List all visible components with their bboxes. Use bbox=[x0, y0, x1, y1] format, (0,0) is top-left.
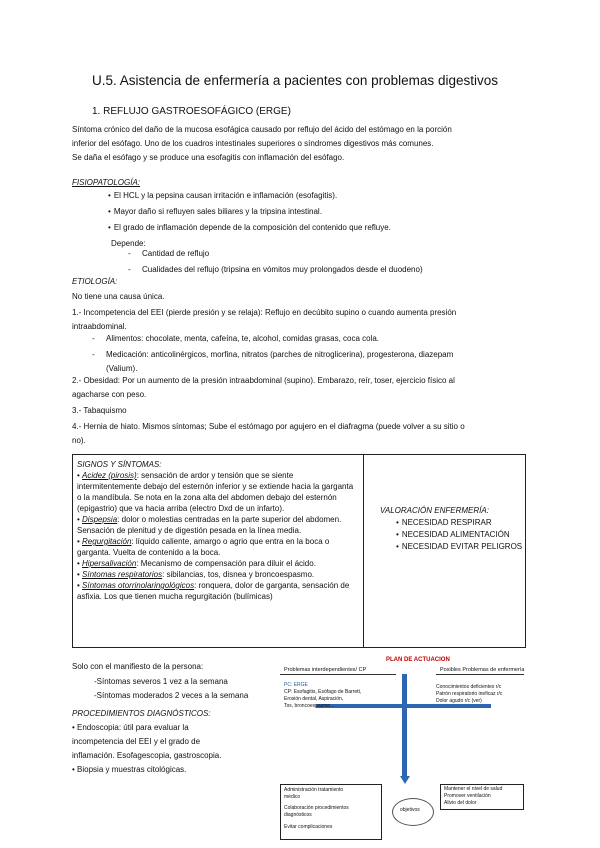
fisio-bullets bbox=[108, 190, 391, 249]
signos-term: Síntomas otorrinolaringológicos bbox=[82, 581, 195, 590]
plan-bottom-left-line: médico bbox=[284, 794, 301, 800]
etiologia-dash: - Medicación: anticolinérgicos, morfina, nitratos (parches de nitroglicerina), progesterona, diazepam bbox=[92, 349, 453, 360]
signos-term: Acidez (pirosis) bbox=[82, 471, 137, 480]
signos-item: • Síntomas respiratorios: sibilancias, tos, disnea y broncoespasmo. bbox=[77, 570, 315, 579]
diagnosticos-line: • Biopsia y muestras citológicas. bbox=[72, 765, 187, 774]
etiologia-line: 2.- Obesidad: Por un aumento de la presión intraabdominal (supino). Embarazo, reír, toser, ejercicio físico al bbox=[72, 376, 455, 385]
signos-text: : líquido caliente, amargo o agrio que entra en la boca o garganta. Vuelta de contenido a la boca. bbox=[77, 537, 330, 557]
etiologia-more bbox=[72, 375, 465, 446]
signos-item: • Regurgitación: líquido caliente, amargo o agrio que entra en la boca o garganta. Vuelta de contenido a la boca. bbox=[77, 537, 330, 557]
signos-item: • Acidez (pirosis): sensación de ardor y tensión que se siente intermitentemente debajo del esternón inferior y se extiende hacia la garganta o la mandíbula. Se nota en la zona alta del abdomen debajo del esternón (epigastrio) que va hacia arriba (electro Dxd de un infarto). bbox=[77, 471, 354, 513]
manifiesto-intro: Solo con el manifiesto de la persona: bbox=[72, 662, 204, 671]
etiologia-line: 1.- Incompetencia del EEI (pierde presión y se relaja): Reflujo en decúbito supino o cuando aumenta presión bbox=[72, 308, 457, 317]
manifiesto-item: -Síntomas severos 1 vez a la semana bbox=[94, 677, 228, 686]
plan-left-line: Tos, broncoespasmo... bbox=[284, 703, 335, 709]
etiologia-line: agacharse con peso. bbox=[72, 390, 147, 399]
manifiesto-item: -Síntomas moderados 2 veces a la semana bbox=[94, 691, 249, 700]
plan-left-header: Problemas interdependientes/ CP bbox=[284, 667, 367, 673]
etiologia-line: No tiene una causa única. bbox=[72, 292, 165, 301]
valoracion-item: • NECESIDAD ALIMENTACIÓN bbox=[396, 529, 522, 540]
fisio-heading: FISIOPATOLOGÍA: bbox=[72, 178, 141, 187]
table-divider bbox=[363, 454, 364, 648]
fisio-bullet: • Mayor daño si refluyen sales biliares y la tripsina intestinal. bbox=[108, 206, 391, 217]
signos-term: Síntomas respiratorios bbox=[82, 570, 163, 579]
plan-left-lines bbox=[284, 682, 361, 710]
etiologia-dash: - Alimentos: chocolate, menta, cafeína, te, alcohol, comidas grasas, coca cola. bbox=[92, 333, 453, 344]
arrow-down-icon bbox=[400, 776, 410, 784]
diagnosticos-heading: PROCEDIMIENTOS DIAGNÓSTICOS: bbox=[72, 709, 211, 718]
etiologia-dashes bbox=[92, 333, 453, 374]
etiologia-line: no). bbox=[72, 436, 86, 445]
signos-text: : dolor o molestias centradas en la parte superior del abdomen. Sensación de plenitud y de digestión pesada en la línea media. bbox=[77, 515, 342, 535]
diagnosticos-line: incompetencia del EEI y el grado de bbox=[72, 737, 201, 746]
section-heading: 1. REFLUJO GASTROESOFÁGICO (ERGE) bbox=[92, 106, 291, 117]
etiologia-dash-cont: (Valium). bbox=[106, 364, 138, 373]
plan-right-lines bbox=[436, 684, 502, 705]
plan-bottom-left-line: diagnósticos bbox=[284, 812, 312, 818]
intro-paragraph bbox=[72, 124, 452, 163]
signos-text: : sensación de ardor y tensión que se siente intermitentemente debajo del esternón inferior y se extiende hacia la garganta o la mandíbula. Se nota en la zona alta del abdomen debajo del esternón (epigastrio) que va hacia arriba (electro Dxd de un infarto). bbox=[77, 471, 354, 513]
plan-bottom-left-line: Evitar complicaciones bbox=[284, 824, 333, 830]
plan-right-line: Conocimientos deficientes r/c bbox=[436, 684, 502, 690]
plan-right-line: Patrón respiratorio ineficaz r/c bbox=[436, 691, 503, 697]
valoracion-item: • NECESIDAD RESPIRAR bbox=[396, 517, 522, 528]
fisio-bullet: • El grado de inflamación depende de la composición del contenido que refluye. bbox=[108, 222, 391, 233]
depende-item: - Cualidades del reflujo (tripsina en vómitos muy prolongados desde el duodeno) bbox=[128, 264, 423, 275]
plan-cross-vertical bbox=[402, 674, 407, 778]
signos-text: : ronquera, dolor de garganta, sensación de asfixia. Los que tienen mucha regurgitación (bulímicas) bbox=[77, 581, 350, 601]
plan-objetivos-label: objetivos bbox=[400, 807, 420, 813]
intro-line: Síntoma crónico del daño de la mucosa esofágica causado por reflujo del ácido del estómago en la porción bbox=[72, 125, 452, 134]
signos-heading: SIGNOS Y SÍNTOMAS: bbox=[77, 460, 162, 469]
etiologia-heading: ETIOLOGÍA: bbox=[72, 277, 118, 286]
etiologia-line: 4.- Hernia de hiato. Mismos síntomas; Sube el estómago por agujero en el diafragma (puede volver a su sitio o bbox=[72, 422, 465, 431]
plan-left-line: CP: Esofagitis, Esófago de Barrett, bbox=[284, 689, 362, 695]
signos-term: Regurgitación bbox=[82, 537, 132, 546]
diagnosticos-list bbox=[72, 722, 221, 775]
plan-left-line: Erosión dental, Aspiración, bbox=[284, 696, 344, 702]
diagnosticos-line: inflamación. Esofagescopia, gastroscopia. bbox=[72, 751, 222, 760]
page-title: U.5. Asistencia de enfermería a pacientes con problemas digestivos bbox=[92, 73, 498, 88]
depende-item: - Cantidad de reflujo bbox=[128, 248, 423, 259]
fisio-bullet: • El HCL y la pepsina causan irritación e inflamación (esofagitis). bbox=[108, 190, 391, 201]
plan-bottom-right-line: Mantener el nivel de salud bbox=[444, 786, 503, 792]
signos-item: • Hipersalivación: Mecanismo de compensación para diluir el ácido. bbox=[77, 559, 316, 568]
plan-right-header: Posibles Problemas de enfermería bbox=[440, 667, 525, 673]
intro-line: Se daña el esófago y se produce una esofagitis con inflamación del esófago. bbox=[72, 153, 345, 162]
etiologia-line: 3.- Tabaquismo bbox=[72, 406, 127, 415]
signos-item: • Síntomas otorrinolaringológicos: ronquera, dolor de garganta, sensación de asfixia. Los que tienen mucha regurgitación (bulímicas) bbox=[77, 581, 350, 601]
depende-list bbox=[128, 248, 423, 275]
plan-diagram bbox=[276, 656, 526, 846]
plan-bottom-left-line: Colaboración procedimientos bbox=[284, 805, 349, 811]
depende-label: Depende: bbox=[111, 239, 146, 248]
signos-term: Hipersalivación bbox=[82, 559, 137, 568]
plan-bottom-right-line: Promover ventilación bbox=[444, 793, 491, 799]
diagnosticos-line: • Endoscopia: útil para evaluar la bbox=[72, 723, 189, 732]
plan-bottom-left-lines bbox=[284, 787, 349, 831]
plan-left-line: PC: ERGE bbox=[284, 682, 308, 688]
signos-cell bbox=[77, 459, 359, 602]
plan-bottom-right-line: Alivio del dolor bbox=[444, 800, 477, 806]
valoracion-item: • NECESIDAD EVITAR PELIGROS bbox=[396, 541, 522, 552]
header-underline bbox=[436, 674, 524, 675]
intro-line: inferior del esófago. Uno de los cuadros intestinales superiores o síndromes digestivos más comunes. bbox=[72, 139, 434, 148]
header-underline bbox=[280, 674, 396, 675]
etiologia-lines bbox=[72, 291, 456, 332]
signos-text: : Mecanismo de compensación para diluir el ácido. bbox=[136, 559, 316, 568]
signos-text: : sibilancias, tos, disnea y broncoespasmo. bbox=[162, 570, 315, 579]
signos-term: Dispepsia bbox=[82, 515, 118, 524]
signos-item: • Dispepsia: dolor o molestias centradas en la parte superior del abdomen. Sensación de plenitud y de digestión pesada en la línea media. bbox=[77, 515, 342, 535]
plan-bottom-left-line: Administración tratamiento bbox=[284, 787, 344, 793]
plan-bottom-right-lines bbox=[444, 786, 502, 807]
valoracion-heading: VALORACIÓN ENFERMERÍA: bbox=[380, 506, 489, 515]
plan-title: PLAN DE ACTUACION bbox=[386, 657, 450, 663]
etiologia-line: intraabdominal. bbox=[72, 322, 127, 331]
valoracion-cell bbox=[380, 505, 522, 552]
plan-right-line: Dolor agudo r/c (ver) bbox=[436, 698, 482, 704]
